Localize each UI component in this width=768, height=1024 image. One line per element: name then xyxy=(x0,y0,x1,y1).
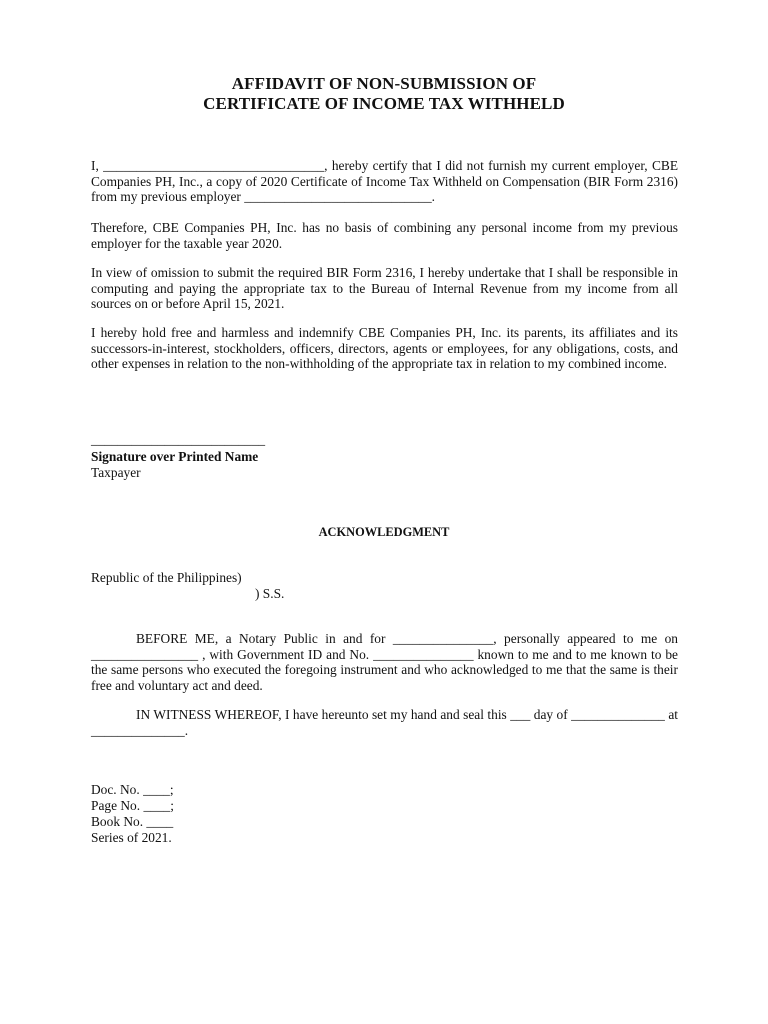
certification-paragraph: I, _________________________________, hereby certify that I did not furnish my current employer, CBE Companies PH, Inc., a copy of 2020 Certificate of Income Tax Withheld on Compensation (BIR Form 2316) from my previous employer ____________________________. xyxy=(91,158,678,205)
undertaking-paragraph: In view of omission to submit the required BIR Form 2316, I hereby undertake that I shall be responsible in computing and paying the appropriate tax to the Bureau of Internal Revenue from my income from all sources on or before April 15, 2021. xyxy=(91,265,678,312)
document-title-line-1: AFFIDAVIT OF NON-SUBMISSION OF xyxy=(231,74,537,93)
indemnity-paragraph: I hereby hold free and harmless and indemnify CBE Companies PH, Inc. its parents, its affiliates and its successors-in-interest, stockholders, officers, directors, agents or employees, for any obligations, costs, and other expenses in relation to the non-withholding of the appropriate tax in relation to my combined income. xyxy=(91,325,678,372)
witness-paragraph xyxy=(91,707,678,738)
signature-label: Signature over Printed Name xyxy=(91,449,259,464)
acknowledgment-title: ACKNOWLEDGMENT xyxy=(318,525,450,539)
venue-country: Republic of the Philippines) xyxy=(91,570,242,585)
witness-text: IN WITNESS WHEREOF, I have hereunto set my hand and seal this ___ day of ______________ at ______________. xyxy=(91,707,678,738)
notary-appearance-paragraph xyxy=(91,631,678,693)
signer-role: Taxpayer xyxy=(91,465,141,480)
doc-number: Doc. No. ____; xyxy=(91,782,174,797)
venue-ss: ) S.S. xyxy=(255,586,285,601)
series-year: Series of 2021. xyxy=(91,830,172,845)
document-title-line-2: CERTIFICATE OF INCOME TAX WITHHELD xyxy=(203,94,565,113)
basis-paragraph: Therefore, CBE Companies PH, Inc. has no basis of combining any personal income from my previous employer for the taxable year 2020. xyxy=(91,220,678,251)
notary-appearance-text: BEFORE ME, a Notary Public in and for _______________, personally appeared to me on ________________ , with Government ID and No. _______________ known to me and to me known to be the same persons who executed the foregoing instrument and who acknowledged to me that the same is their free and voluntary act and deed. xyxy=(91,631,678,693)
signature-line: __________________________ xyxy=(91,432,266,447)
book-number: Book No. ____ xyxy=(91,814,174,829)
page-number: Page No. ____; xyxy=(91,798,174,813)
